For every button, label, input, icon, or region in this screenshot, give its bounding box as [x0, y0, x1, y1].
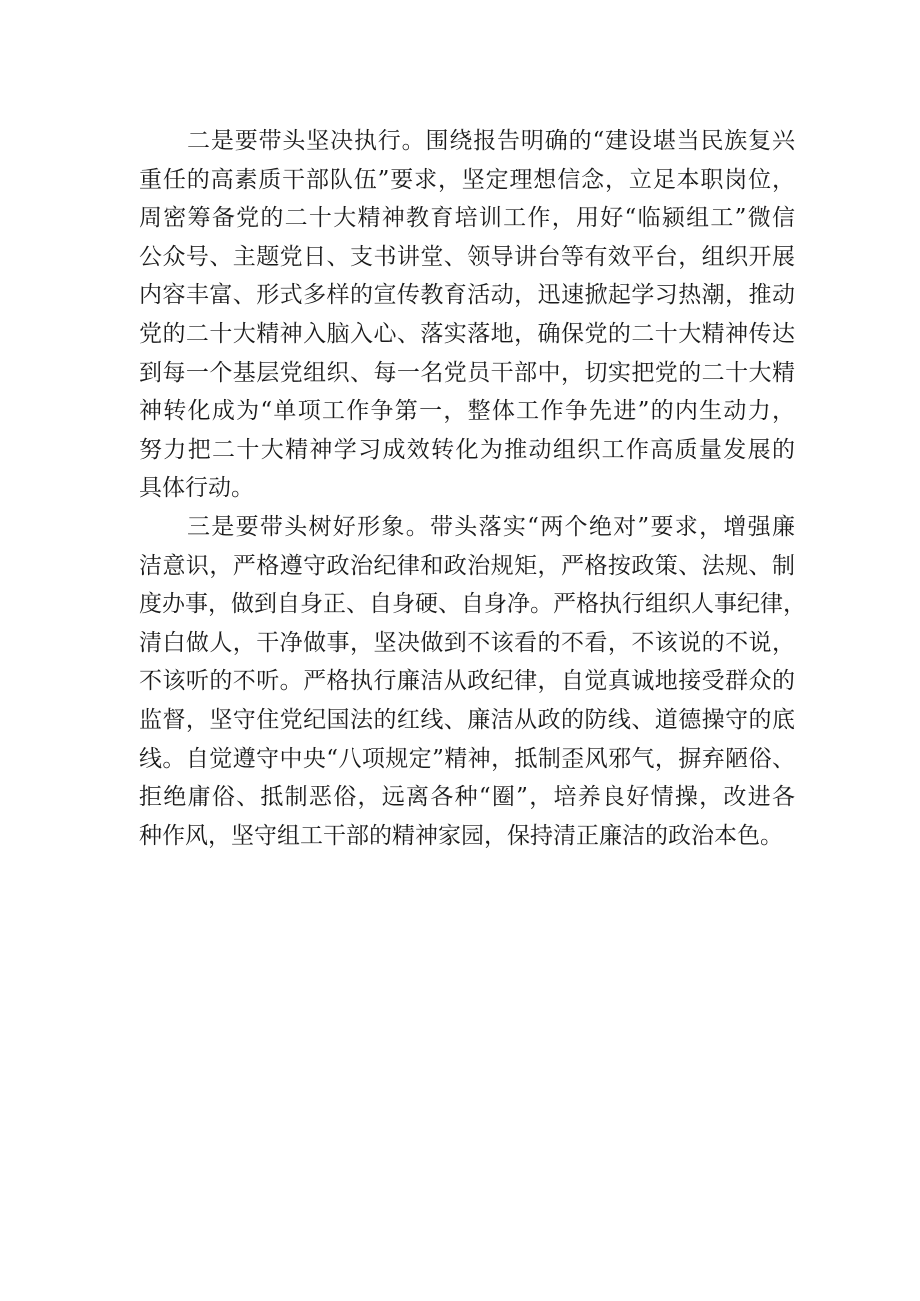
text-line: 监督，坚守住党纪国法的红线、廉洁从政的防线、道德操守的底 — [139, 706, 795, 733]
text-line: 周密筹备党的二十大精神教育培训工作，用好“临颍组工”微信 — [139, 205, 795, 232]
text-line: 洁意识，严格遵守政治纪律和政治规矩，严格按政策、法规、制 — [139, 552, 795, 579]
text-line: 公众号、主题党日、支书讲堂、领导讲台等有效平台，组织开展 — [139, 243, 795, 270]
paragraph-execution — [139, 122, 795, 508]
document-body — [139, 122, 806, 855]
text-line: 努力把二十大精神学习成效转化为推动组织工作高质量发展的 — [139, 436, 795, 463]
text-line: 神转化成为“单项工作争第一，整体工作争先进”的内生动力， — [139, 398, 795, 425]
text-line: 不该听的不听。严格执行廉洁从政纪律，自觉真诚地接受群众的 — [139, 668, 795, 695]
text-line: 党的二十大精神入脑入心、落实落地，确保党的二十大精神传达 — [139, 320, 795, 347]
text-line: 重任的高素质干部队伍”要求，坚定理想信念，立足本职岗位， — [139, 166, 795, 193]
text-line: 清白做人，干净做事，坚决做到不该看的不看，不该说的不说， — [139, 629, 795, 656]
text-line: 三是要带头树好形象。带头落实“两个绝对”要求，增强廉 — [187, 513, 795, 540]
text-line: 二是要带头坚决执行。围绕报告明确的“建设堪当民族复兴 — [187, 128, 795, 154]
text-line: 具体行动。 — [139, 475, 254, 502]
text-line: 到每一个基层党组织、每一名党员干部中，切实把党的二十大精 — [139, 359, 795, 386]
text-line: 内容丰富、形式多样的宣传教育活动，迅速掀起学习热潮，推动 — [139, 282, 795, 309]
text-line: 度办事，做到自身正、自身硬、自身净。严格执行组织人事纪律， — [139, 591, 806, 618]
paragraph-image — [139, 508, 806, 855]
text-line: 线。自觉遵守中央“八项规定”精神，抵制歪风邪气，摒弃陋俗、 — [139, 745, 795, 772]
text-line: 拒绝庸俗、抵制恶俗，远离各种“圈”，培养良好情操，改进各 — [139, 784, 795, 811]
text-line: 种作风，坚守组工干部的精神家园，保持清正廉洁的政治本色。 — [139, 822, 783, 849]
